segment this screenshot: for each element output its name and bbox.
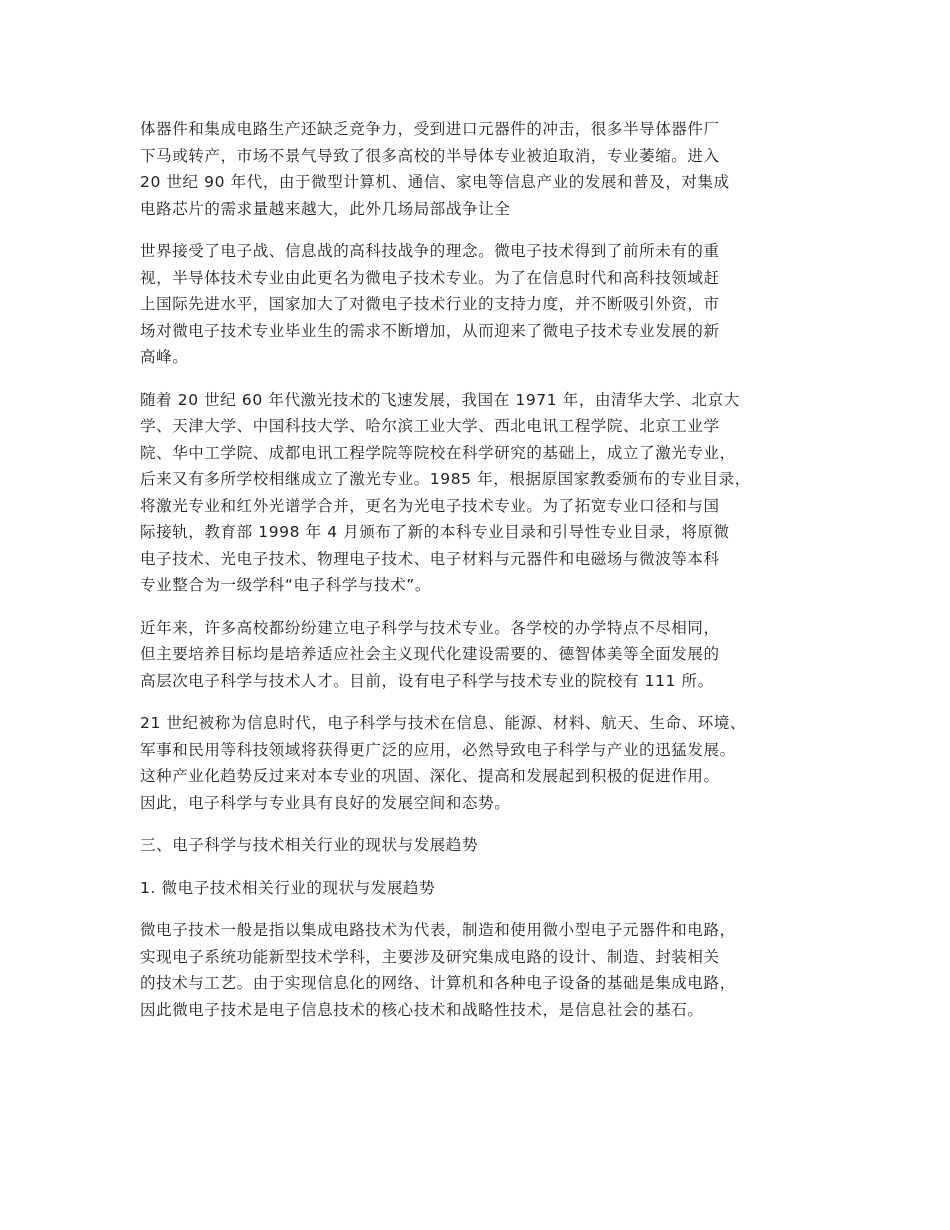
- text-line: 上国际先进水平，国家加大了对微电子技术行业的支持力度，并不断吸引外资，市: [140, 295, 720, 313]
- text-line: 21 世纪被称为信息时代，电子科学与技术在信息、能源、材料、航天、生命、环境、: [140, 714, 747, 732]
- text-line: 电路芯片的需求量越来越大，此外几场局部战争让全: [140, 199, 511, 218]
- text-line: 学、天津大学、中国科技大学、哈尔滨工业大学、西北电讯工程学院、北京工业学: [140, 417, 720, 435]
- text-line: 院、华中工学院、成都电讯工程学院等院校在科学研究的基础上，成立了激光专业，: [140, 443, 736, 462]
- text-line: 微电子技术一般是指以集成电路技术为代表，制造和使用微小型电子元器件和电路，: [140, 921, 736, 939]
- paragraph-recent-years: [140, 615, 840, 695]
- text-line: 后来又有多所学校相继成立了激光专业。1985 年，根据原国家教委颁布的专业目录，: [140, 470, 751, 488]
- text-line: 际接轨，教育部 1998 年 4 月颁布了新的本科专业目录和引导性专业目录，将原微: [140, 523, 730, 541]
- text-line: 将激光专业和红外光谱学合并，更名为光电子技术专业。为了拓宽专业口径和与国: [140, 496, 720, 515]
- text-line: 电子技术、光电子技术、物理电子技术、电子材料与元器件和电磁场与微波等本科: [140, 549, 720, 568]
- paragraph-semiconductor-decline: [140, 116, 840, 222]
- text-line: 随着 20 世纪 60 年代激光技术的飞速发展，我国在 1971 年，由清华大学、北京大: [140, 390, 740, 409]
- section-heading: 三、电子科学与技术相关行业的现状与发展趋势: [140, 836, 479, 854]
- text-line: 世界接受了电子战、信息战的高科技战争的理念。微电子技术得到了前所未有的重: [140, 242, 720, 260]
- text-line: 视，半导体技术专业由此更名为微电子技术专业。为了在信息时代和高科技领域赶: [140, 268, 720, 287]
- text-line: 下马或转产，市场不景气导致了很多高校的半导体专业被迫取消，专业萎缩。进入: [140, 146, 720, 165]
- text-line: 20 世纪 90 年代，由于微型计算机、通信、家电等信息产业的发展和普及，对集成: [140, 173, 730, 191]
- paragraph-microelectronics-renaming: [140, 238, 840, 371]
- text-line: 高峰。: [140, 348, 189, 366]
- text-line: 实现电子系统功能新型技术学科，主要涉及研究集成电路的设计、制造、封装相关: [140, 947, 720, 966]
- text-line: 场对微电子技术专业毕业生的需求不断增加，从而迎来了微电子技术专业发展的新: [140, 321, 720, 340]
- paragraph-microelectronics-definition: [140, 917, 840, 1023]
- text-line: 专业整合为一级学科“电子科学与技术”。: [140, 576, 431, 594]
- document-body: [140, 116, 840, 1039]
- text-line: 因此微电子技术是电子信息技术的核心技术和战略性技术，是信息社会的基石。: [140, 1000, 704, 1019]
- paragraph-laser-history: [140, 387, 840, 599]
- text-line: 体器件和集成电路生产还缺乏竞争力，受到进口元器件的冲击，很多半导体器件厂: [140, 120, 720, 138]
- text-line: 因此，电子科学与专业具有良好的发展空间和态势。: [140, 793, 511, 812]
- paragraph-21st-century: [140, 710, 840, 816]
- text-line: 高层次电子科学与技术人才。目前，设有电子科学与技术专业的院校有 111 所。: [140, 671, 714, 690]
- text-line: 军事和民用等科技领域将获得更广泛的应用，必然导致电子科学与产业的迅猛发展。: [140, 740, 736, 759]
- subsection-heading: 1. 微电子技术相关行业的现状与发展趋势: [140, 878, 436, 897]
- text-line: 这种产业化趋势反过来对本专业的巩固、深化、提高和发展起到积极的促进作用。: [140, 767, 720, 785]
- text-line: 但主要培养目标均是培养适应社会主义现代化建设需要的、德智体美等全面发展的: [140, 645, 720, 663]
- text-line: 近年来，许多高校都纷纷建立电子科学与技术专业。各学校的办学特点不尽相同，: [140, 618, 720, 637]
- text-line: 的技术与工艺。由于实现信息化的网络、计算机和各种电子设备的基础是集成电路，: [140, 974, 736, 992]
